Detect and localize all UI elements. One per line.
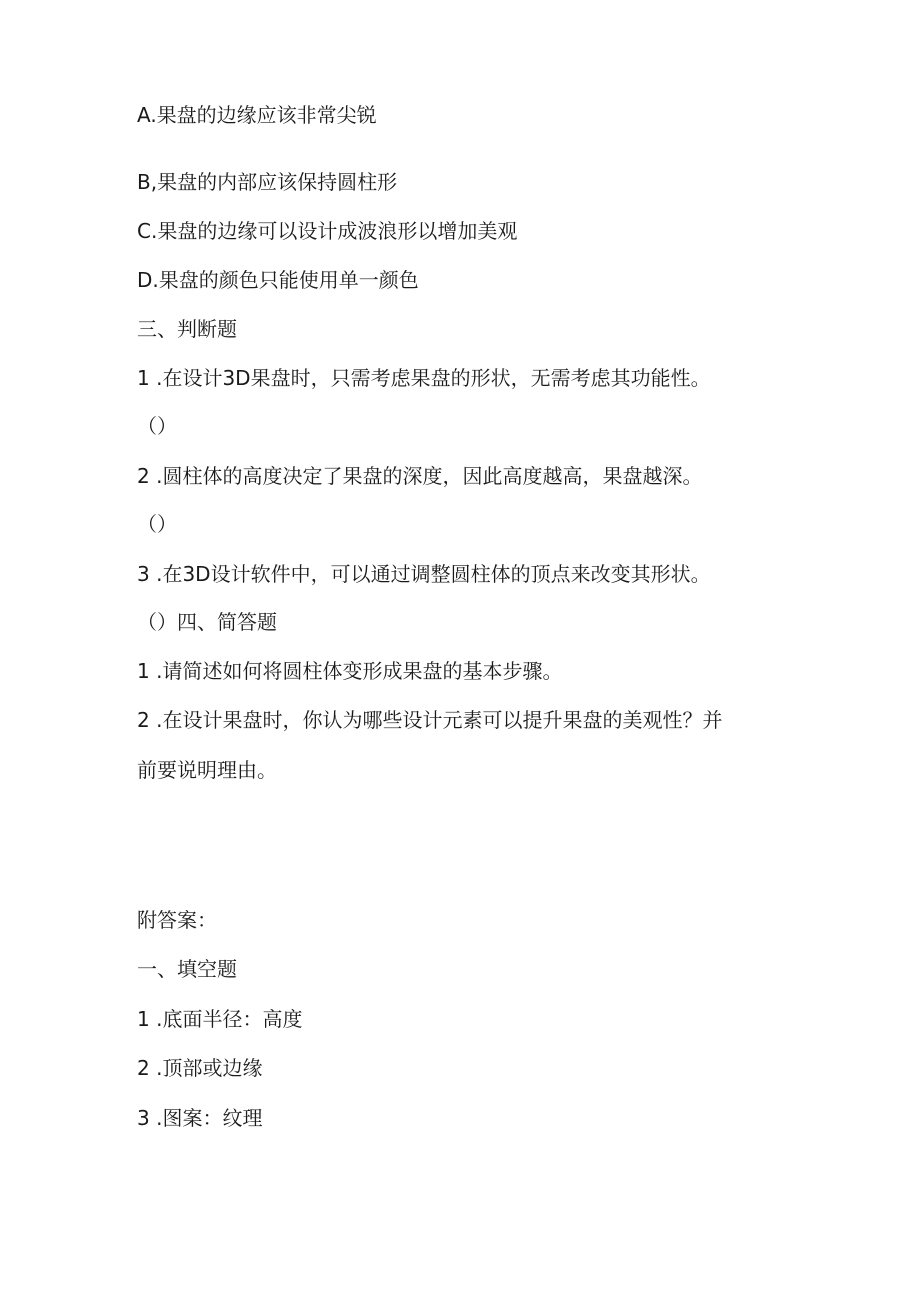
answer-item: 1 .底面半径：高度 <box>137 1007 303 1031</box>
question-continuation: 前要说明理由。 <box>137 758 277 782</box>
answer-bracket: （） <box>137 414 177 438</box>
section-heading-true-false: 三、判断题 <box>137 317 237 341</box>
question-item: 2 .在设计果盘时，你认为哪些设计元素可以提升果盘的美观性？并 <box>137 708 723 732</box>
option-b: B,果盘的内部应该保持圆柱形 <box>137 170 398 194</box>
question-item: 1 .在设计3D果盘时，只需考虑果盘的形状，无需考虑其功能性。 <box>137 366 711 390</box>
answer-item: 3 .图案：纹理 <box>137 1106 263 1130</box>
option-d: D.果盘的颜色只能使用单一颜色 <box>137 268 419 292</box>
section-heading-fill-blank: 一、填空题 <box>137 957 237 981</box>
answer-key-heading: 附答案： <box>137 908 217 932</box>
question-item: 2 .圆柱体的高度决定了果盘的深度，因此高度越高，果盘越深。 <box>137 464 703 488</box>
question-item: 1 .请简述如何将圆柱体变形成果盘的基本步骤。 <box>137 659 563 683</box>
answer-bracket: （） <box>137 512 177 536</box>
option-c: C.果盘的边缘可以设计成波浪形以增加美观 <box>137 219 518 243</box>
question-item: 3 .在3D设计软件中，可以通过调整圆柱体的顶点来改变其形状。 <box>137 562 711 586</box>
option-a: A.果盘的边缘应该非常尖锐 <box>137 103 377 127</box>
section-heading-short-answer: （）四、简答题 <box>137 610 277 634</box>
answer-item: 2 .顶部或边缘 <box>137 1056 263 1080</box>
